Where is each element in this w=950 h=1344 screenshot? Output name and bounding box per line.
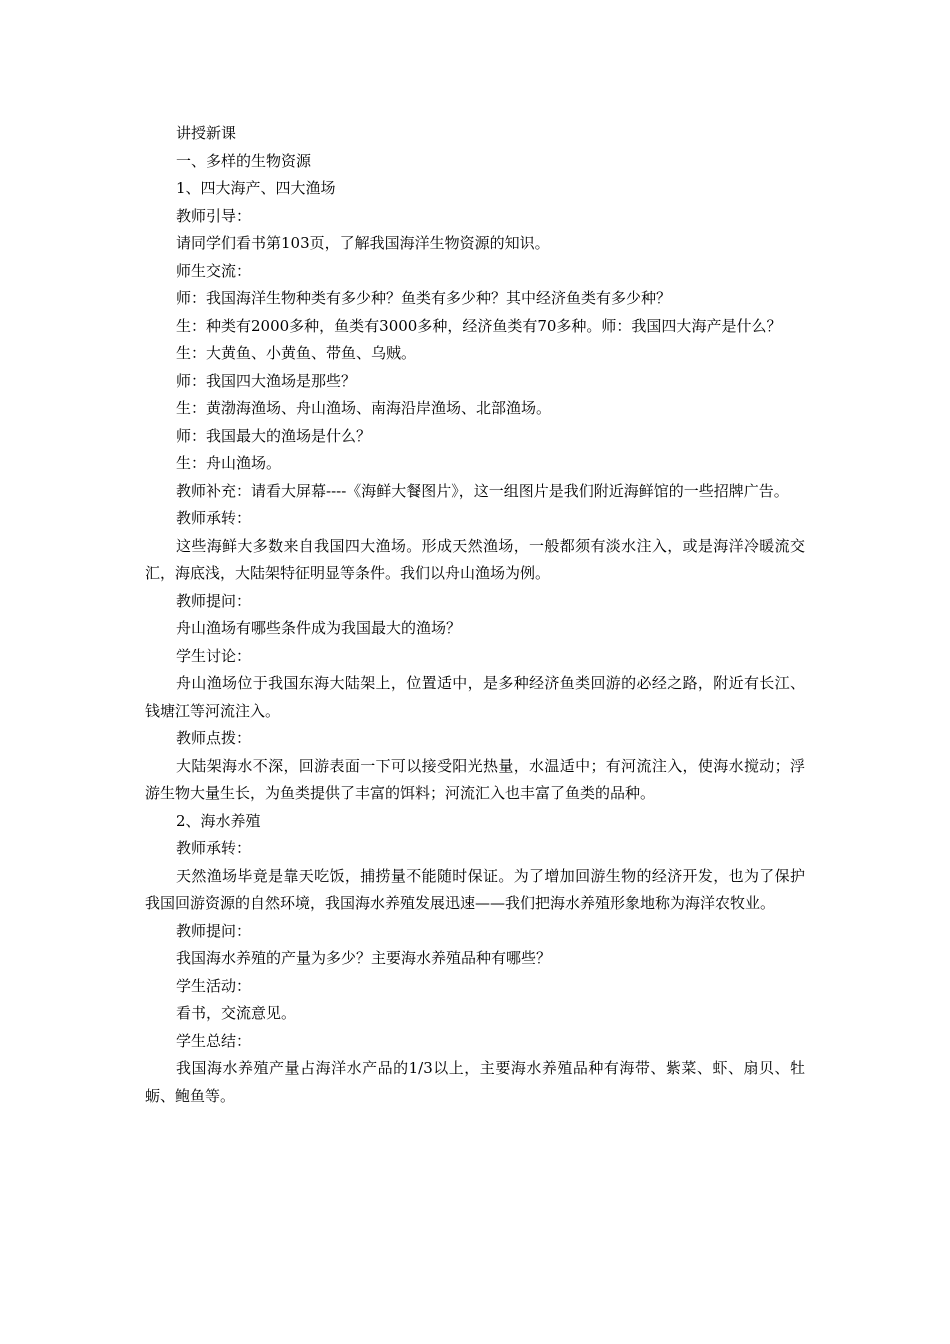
paragraph: 请同学们看书第103页，了解我国海洋生物资源的知识。 bbox=[176, 234, 550, 252]
paragraph: 看书，交流意见。 bbox=[176, 1004, 297, 1022]
step-label: 教师点拨： bbox=[176, 729, 252, 747]
paragraph: 这些海鲜大多数来自我国四大渔场。形成天然渔场，一般都须有淡水注入，或是海洋冷暖流交汇，海底浅，大陆架特征明显等条件。我们以舟山渔场为例。 bbox=[145, 536, 805, 582]
section-heading: 讲授新课 bbox=[176, 124, 237, 142]
step-label: 师生交流： bbox=[176, 261, 252, 280]
subsection-heading: 1、四大海产、四大渔场 bbox=[176, 179, 336, 197]
document-body bbox=[145, 120, 805, 1110]
dialogue-line: 生：大黄鱼、小黄鱼、带鱼、乌贼。 bbox=[176, 344, 417, 362]
paragraph: 舟山渔场位于我国东海大陆架上，位置适中，是多种经济鱼类回游的必经之路，附近有长江、钱塘江等河流注入。 bbox=[145, 674, 805, 720]
paragraph: 我国海水养殖的产量为多少？主要海水养殖品种有哪些？ bbox=[176, 949, 552, 967]
dialogue-line: 生：黄渤海渔场、舟山渔场、南海沿岸渔场、北部渔场。 bbox=[176, 399, 552, 417]
step-label: 教师承转： bbox=[176, 839, 252, 857]
dialogue-line: 生：种类有2000多种，鱼类有3000多种，经济鱼类有70多种。师：我国四大海产是什么？ bbox=[176, 316, 782, 335]
section-heading: 一、多样的生物资源 bbox=[176, 151, 312, 170]
step-label: 学生活动： bbox=[176, 976, 252, 995]
paragraph: 我国海水养殖产量占海洋水产品的1/3以上，主要海水养殖品种有海带、紫菜、虾、扇贝、牡蛎、鲍鱼等。 bbox=[145, 1059, 805, 1105]
step-label: 学生总结： bbox=[176, 1031, 252, 1050]
paragraph: 教师补充：请看大屏幕----《海鲜大餐图片》，这一组图片是我们附近海鲜馆的一些招牌广告。 bbox=[176, 481, 789, 500]
step-label: 教师承转： bbox=[176, 509, 252, 527]
step-label: 教师提问： bbox=[176, 921, 252, 940]
dialogue-line: 师：我国海洋生物种类有多少种？鱼类有多少种？其中经济鱼类有多少种？ bbox=[176, 289, 672, 307]
step-label: 教师引导： bbox=[176, 206, 252, 225]
paragraph: 大陆架海水不深，回游表面一下可以接受阳光热量，水温适中；有河流注入，使海水搅动；浮游生物大量生长，为鱼类提供了丰富的饵料；河流汇入也丰富了鱼类的品种。 bbox=[145, 756, 805, 802]
paragraph: 舟山渔场有哪些条件成为我国最大的渔场？ bbox=[176, 619, 462, 637]
dialogue-line: 师：我国四大渔场是那些？ bbox=[176, 371, 357, 390]
dialogue-line: 师：我国最大的渔场是什么？ bbox=[176, 426, 372, 445]
paragraph: 天然渔场毕竟是靠天吃饭，捕捞量不能随时保证。为了增加回游生物的经济开发，也为了保护我国回游资源的自然环境，我国海水养殖发展迅速——我们把海水养殖形象地称为海洋农牧业。 bbox=[145, 866, 805, 912]
dialogue-line: 生：舟山渔场。 bbox=[176, 454, 282, 472]
step-label: 学生讨论： bbox=[176, 646, 252, 665]
subsection-heading: 2、海水养殖 bbox=[176, 811, 261, 830]
step-label: 教师提问： bbox=[176, 591, 252, 610]
